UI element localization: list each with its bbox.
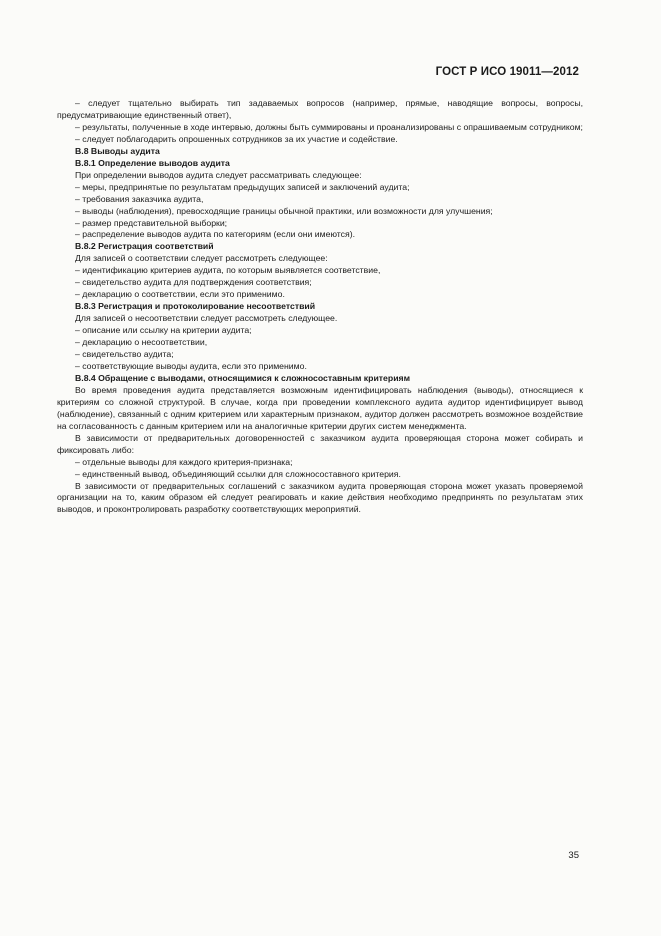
list-item: – отдельные выводы для каждого критерия-признака; [75, 456, 293, 467]
paragraph [57, 122, 583, 134]
list-item: – меры, предпринятые по результатам предыдущих записей и заключений аудита; [75, 181, 410, 192]
document-code-header: ГОСТ Р ИСО 19011—2012 [435, 66, 579, 78]
list-item: – требования заказчика аудита, [75, 193, 204, 204]
list-item: – размер представительной выборки; [75, 217, 228, 228]
list-item: – декларацию о соответствии, если это применимо. [75, 289, 285, 300]
section-heading: B.8.3 Регистрация и протоколирование несоответствий [75, 301, 316, 312]
section-heading: B.8.2 Регистрация соответствий [75, 241, 214, 252]
section-heading: B.8.1 Определение выводов аудита [75, 157, 230, 168]
section-heading: B.8.4 Обращение с выводами, относящимися к сложносоставным критериям [75, 372, 411, 383]
document-body [57, 98, 583, 516]
paragraph-text: – результаты, полученные в ходе интервью, должны быть суммированы и проанализированы с опрашиваемым сотрудником; [75, 121, 583, 132]
page-number: 35 [568, 850, 579, 861]
list-item: – свидетельство аудита; [75, 349, 174, 360]
paragraph [57, 134, 583, 146]
section-heading: B.8 Выводы аудита [75, 145, 160, 156]
paragraph: В зависимости от предварительных договоренностей с заказчиком аудита проверяющая сторона может собирать и фиксировать либо: [57, 432, 583, 455]
paragraph: Для записей о соответствии следует рассмотреть следующее: [75, 253, 328, 264]
list-item: – распределение выводов аудита по категориям (если они имеются). [75, 229, 356, 240]
paragraph [57, 98, 583, 122]
list-item: – декларацию о несоответствии, [75, 337, 208, 348]
paragraph: Во время проведения аудита представляется возможным идентифицировать наблюдения (выводы), относящиеся к критериям со сложной структурой. В случае, когда при проведении комплексного аудита аудитор идентифицирует вывод (наблюдение), связанный с одним критерием или характерным признаком, аудитор должен рассмотреть возможное воздействие на согласованность с данным критерием или на аналогичные критерии других систем менеджмента. [57, 384, 583, 431]
paragraph: При определении выводов аудита следует рассматривать следующее: [75, 169, 362, 180]
list-item: – соответствующие выводы аудита, если это применимо. [75, 360, 307, 371]
paragraph: В зависимости от предварительных соглашений с заказчиком аудита проверяющая сторона может указать проверяемой организации на то, каким образом ей следует реагировать и какие действия необходимо предпринять по результатам этих выводов, и проконтролировать разработку соответствующих мероприятий. [57, 480, 583, 515]
list-item: – выводы (наблюдения), превосходящие границы обычной практики, или возможности для улучшения; [75, 205, 493, 216]
list-item: – свидетельство аудита для подтверждения соответствия; [75, 277, 312, 288]
paragraph-text: – следует поблагодарить опрошенных сотрудников за их участие и содействие. [75, 133, 398, 144]
paragraph: Для записей о несоответствии следует рассмотреть следующее. [75, 313, 338, 324]
paragraph-text: – следует тщательно выбирать тип задаваемых вопросов (например, прямые, наводящие вопросы, вопросы, предусматривающие единственный ответ), [57, 98, 583, 120]
list-item: – единственный вывод, объединяющий ссылки для сложносоставного критерия. [75, 468, 401, 479]
list-item: – идентификацию критериев аудита, по которым выявляется соответствие, [75, 265, 381, 276]
list-item: – описание или ссылку на критерии аудита; [75, 325, 252, 336]
